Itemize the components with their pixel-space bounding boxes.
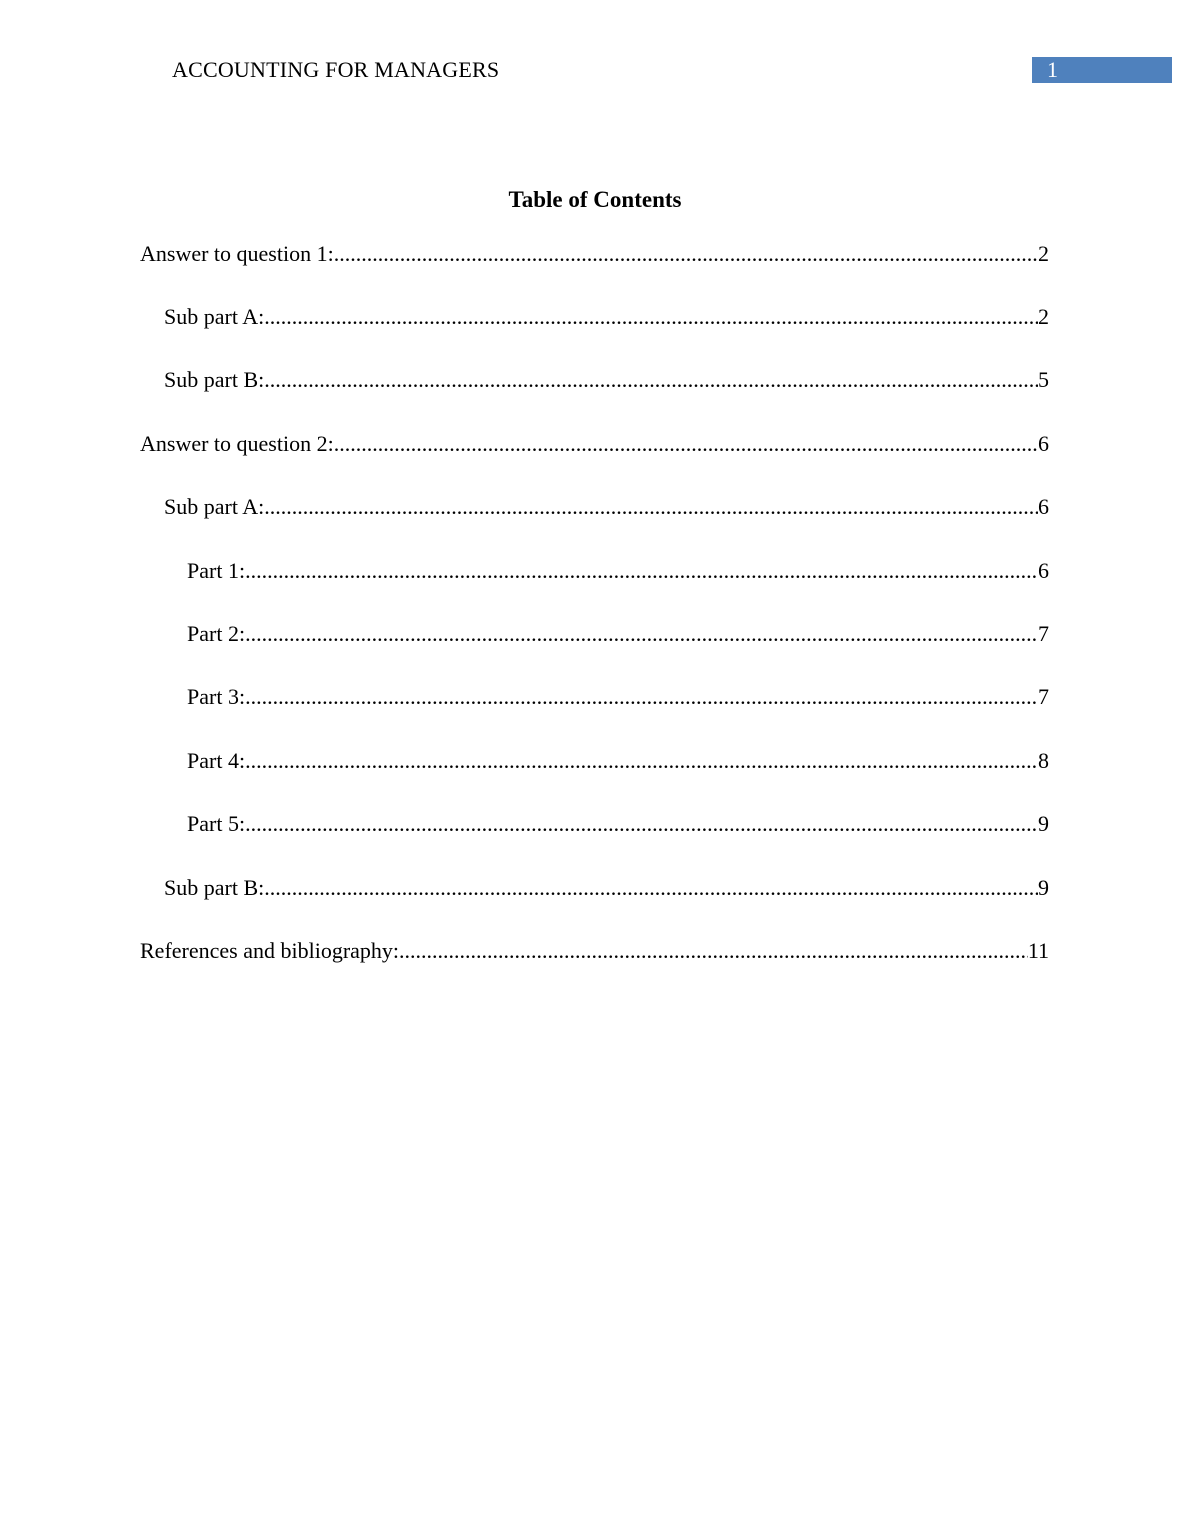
running-header-title: ACCOUNTING FOR MANAGERS: [172, 57, 500, 82]
dot-leader: [245, 557, 1038, 585]
toc-entry-page: 11: [1027, 938, 1049, 963]
toc-entry-page: 2: [1038, 304, 1049, 329]
toc-entry-q2-sub-part-b[interactable]: [164, 874, 1049, 902]
toc-entry-label: Part 4:: [187, 748, 246, 773]
toc-entry-label: Part 2:: [187, 621, 246, 646]
dot-leader: [334, 430, 1038, 458]
toc-entry-q1-sub-part-a[interactable]: [164, 303, 1049, 331]
toc-heading: Table of Contents: [508, 187, 682, 212]
toc-entry-part-3[interactable]: [187, 683, 1049, 711]
toc-entry-page: 7: [1038, 684, 1049, 709]
toc-entry-label: Sub part B:: [164, 367, 265, 392]
dot-leader: [245, 747, 1038, 775]
toc-entry-page: 9: [1038, 811, 1049, 836]
toc-entry-part-4[interactable]: [187, 747, 1049, 775]
toc-entry-q1-sub-part-b[interactable]: [164, 366, 1049, 394]
toc-entry-label: Sub part B:: [164, 875, 265, 900]
page-number: 1: [1047, 57, 1058, 82]
toc-entry-page: 2: [1038, 241, 1049, 266]
toc-entry-page: 6: [1038, 558, 1049, 583]
toc-entry-answer-question-1[interactable]: [140, 240, 1049, 268]
toc-entry-label: Part 1:: [187, 558, 246, 583]
toc-entry-label: Sub part A:: [164, 304, 265, 329]
toc-entry-q2-sub-part-a[interactable]: [164, 493, 1049, 521]
toc-entry-label: Answer to question 1:: [140, 241, 334, 266]
toc-entry-page: 7: [1038, 621, 1049, 646]
dot-leader: [399, 937, 1028, 965]
toc-entry-part-1[interactable]: [187, 557, 1049, 585]
toc-entry-page: 8: [1038, 748, 1049, 773]
toc-entry-label: Part 5:: [187, 811, 246, 836]
toc-entry-label: Answer to question 2:: [140, 431, 334, 456]
toc-entry-page: 6: [1038, 431, 1049, 456]
dot-leader: [264, 366, 1038, 394]
toc-entry-page: 6: [1038, 494, 1049, 519]
toc-entry-label: References and bibliography:: [140, 938, 400, 963]
toc-entry-part-5[interactable]: [187, 810, 1049, 838]
toc-entry-label: Part 3:: [187, 684, 246, 709]
dot-leader: [245, 683, 1038, 711]
dot-leader: [334, 240, 1038, 268]
toc-entry-page: 9: [1038, 875, 1049, 900]
toc-entry-answer-question-2[interactable]: [140, 430, 1049, 458]
dot-leader: [264, 303, 1038, 331]
toc-entry-references[interactable]: [140, 937, 1049, 965]
toc-entry-page: 5: [1038, 367, 1049, 392]
dot-leader: [245, 810, 1038, 838]
dot-leader: [264, 493, 1038, 521]
dot-leader: [245, 620, 1038, 648]
toc-entry-part-2[interactable]: [187, 620, 1049, 648]
toc-entry-label: Sub part A:: [164, 494, 265, 519]
dot-leader: [264, 874, 1038, 902]
